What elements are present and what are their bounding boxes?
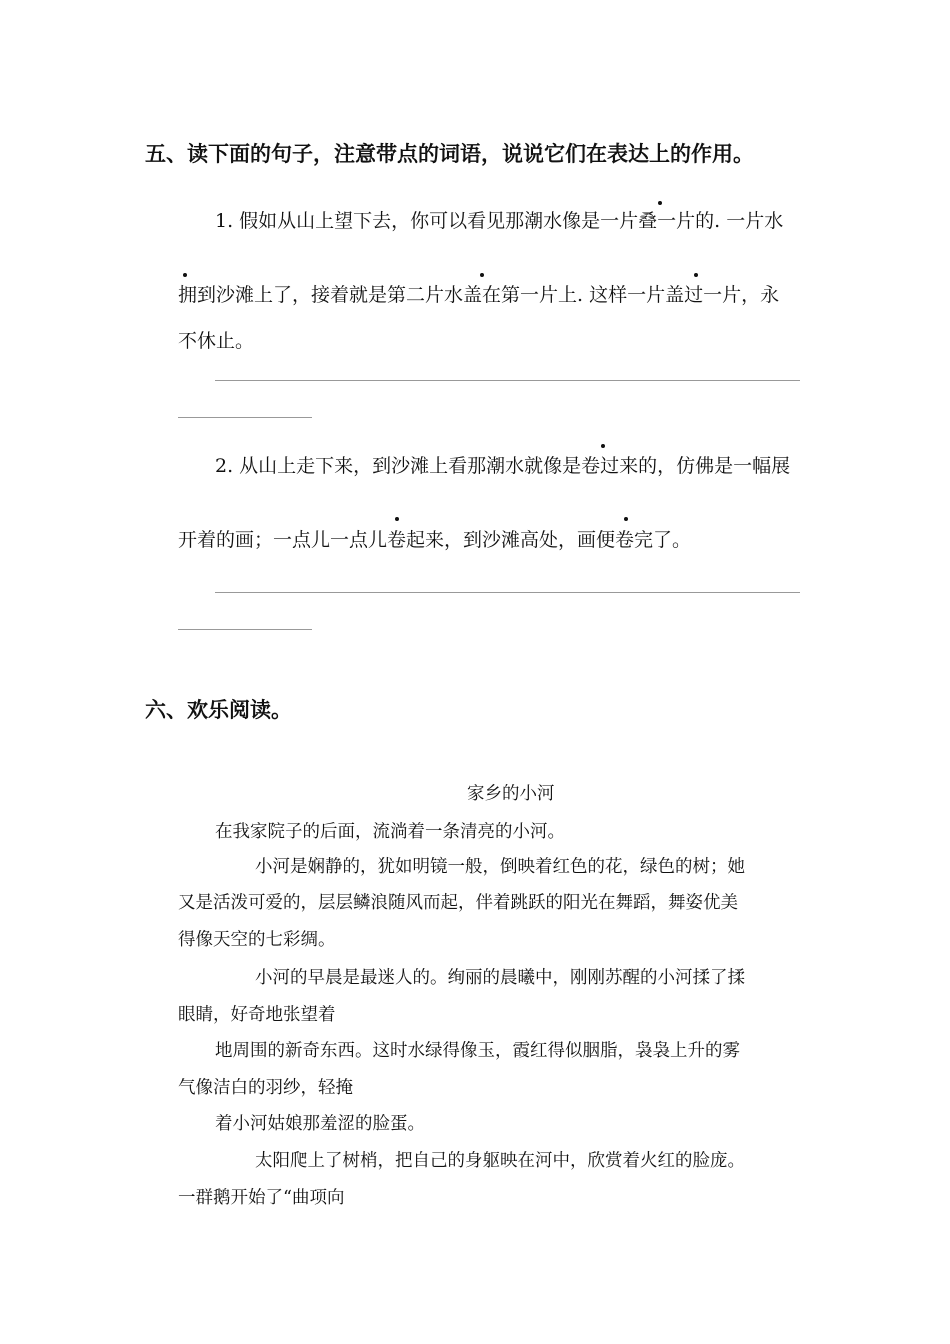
passage-line: 地周围的新奇东西。这时水绿得像玉，霞红得似胭脂，袅袅上升的雾 (215, 1041, 740, 1061)
emphasis-dot-gai-2 (694, 273, 698, 277)
passage-line: 眼睛，好奇地张望着 (178, 1005, 336, 1025)
emphasis-dot-juan-3 (624, 517, 628, 521)
q2-line-2: 开着的画；一点儿一点儿卷起来，到沙滩高处，画便卷完了。 (178, 529, 692, 551)
passage-line: 小河的早晨是最迷人的。绚丽的晨曦中，刚刚苏醒的小河揉了揉 (255, 968, 745, 988)
passage-line: 一群鹅开始了“曲项向 (178, 1188, 345, 1208)
passage-line: 小河是娴静的，犹如明镜一般，倒映着红色的花，绿色的树；她 (255, 857, 745, 877)
q1-answer-line[interactable] (215, 380, 800, 381)
passage-line: 气像洁白的羽纱，轻掩 (178, 1078, 353, 1098)
passage-title: 家乡的小河 (467, 784, 555, 804)
passage-line: 在我家院子的后面，流淌着一条清亮的小河。 (215, 822, 565, 842)
section-6-heading: 六、欢乐阅读。 (145, 698, 292, 722)
q1-line-3: 不休止。 (178, 330, 255, 352)
q2-answer-line[interactable] (215, 592, 800, 593)
q2-line-1: 2. 从山上走下来，到沙滩上看那潮水就像是卷过来的，仿佛是一幅展 (215, 455, 791, 477)
passage-line: 又是活泼可爱的，层层鳞浪随风而起，伴着跳跃的阳光在舞蹈，舞姿优美 (178, 893, 738, 913)
section-5-heading: 五、读下面的句子，注意带点的词语，说说它们在表达上的作用。 (145, 142, 754, 166)
q1-line-2: 拥到沙滩上了，接着就是第二片水盖在第一片上. 这样一片盖过一片，永 (178, 284, 780, 306)
passage-line: 太阳爬上了树梢，把自己的身躯映在河中，欣赏着火红的脸庞。 (255, 1151, 745, 1171)
emphasis-dot-gai-1 (480, 273, 484, 277)
emphasis-dot-yong (183, 273, 187, 277)
emphasis-dot-juan-1 (601, 444, 605, 448)
passage-line: 着小河姑娘那羞涩的脸蛋。 (215, 1114, 425, 1134)
emphasis-dot-die (658, 201, 662, 205)
q2-answer-line-continued[interactable] (178, 629, 312, 630)
q1-answer-line-continued[interactable] (178, 417, 312, 418)
passage-line: 得像天空的七彩绸。 (178, 930, 336, 950)
emphasis-dot-juan-2 (395, 517, 399, 521)
q1-line-1: 1. 假如从山上望下去，你可以看见那潮水像是一片叠一片的. 一片水 (215, 210, 784, 232)
